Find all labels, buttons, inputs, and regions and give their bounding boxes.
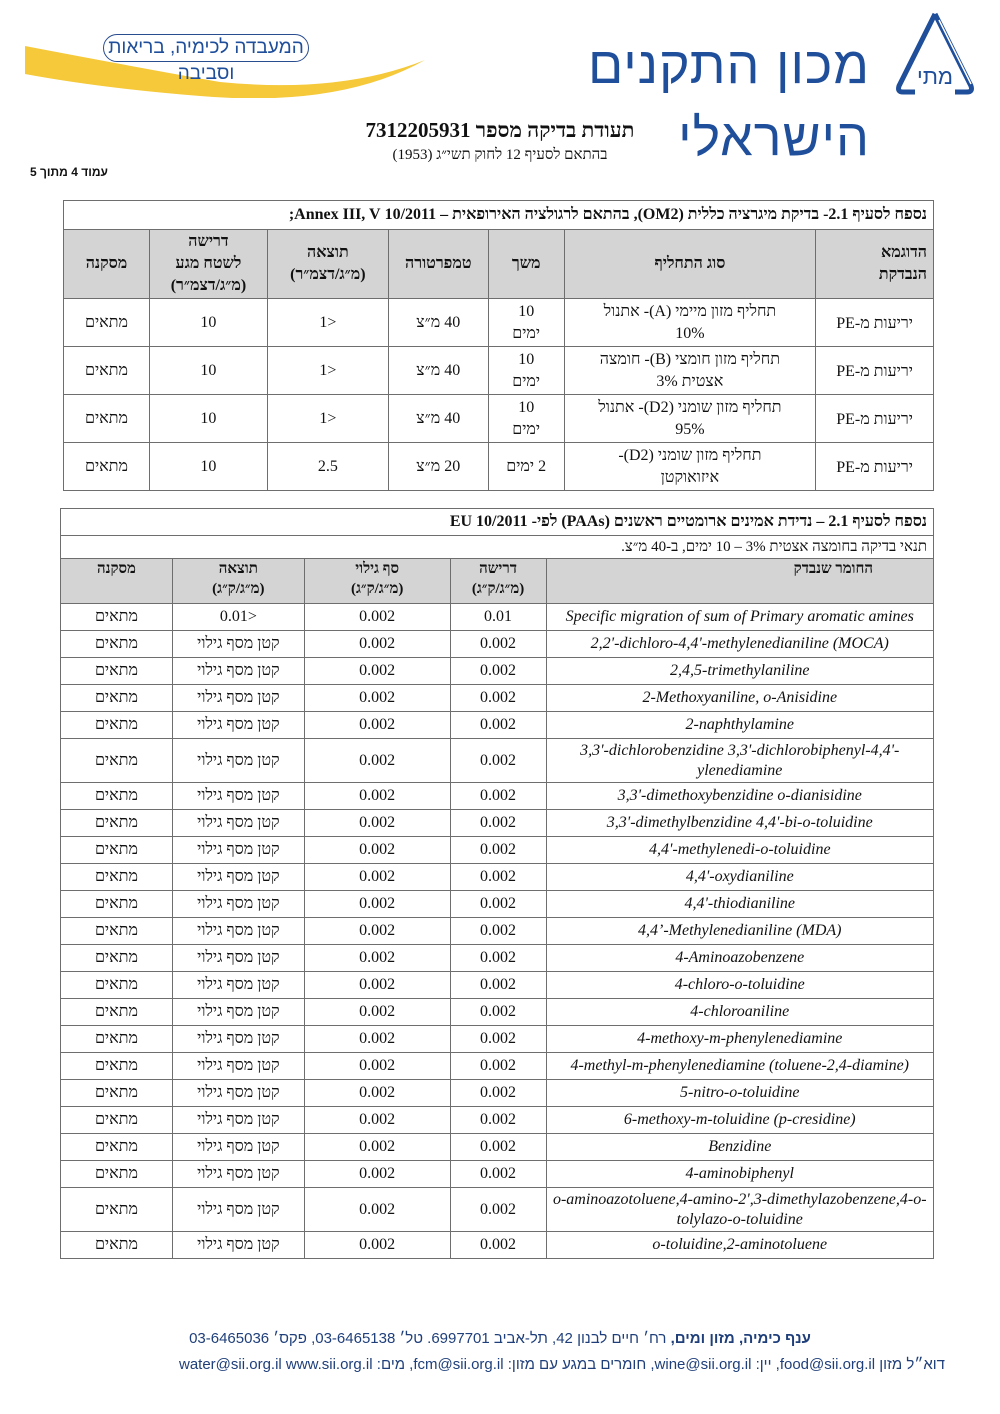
table-row xyxy=(61,1080,934,1107)
header-conclusion: מסקנה xyxy=(61,559,173,604)
cell-conclusion: מתאים xyxy=(61,1080,173,1107)
cell-simulant: תחליף מזון חומצי (B)- חומצה אצטית 3% xyxy=(564,347,816,395)
table2-header-row xyxy=(61,559,934,604)
cell-requirement: 0.002 xyxy=(450,685,546,712)
cell-substance: 4-methoxy-m-phenylenediamine xyxy=(546,1026,934,1053)
cell-requirement: 0.002 xyxy=(450,918,546,945)
cell-requirement: 0.002 xyxy=(450,1232,546,1259)
header-result: תוצאה (מ״ג/ק״ג) xyxy=(172,559,304,604)
table1-caption: נספח לסעיף 2.1- בדיקת מיגרציה כללית (OM2), בהתאם לרגולציה האירופאית – 10/2011 Annex III, V; xyxy=(64,201,934,230)
table-row xyxy=(64,395,934,443)
table-row xyxy=(61,918,934,945)
cell-conclusion: מתאים xyxy=(61,1161,173,1188)
table-row xyxy=(61,1232,934,1259)
cell-detection-limit: 0.002 xyxy=(304,1188,450,1232)
cell-substance: 3,3'-dimethoxybenzidine o-dianisidine xyxy=(546,783,934,810)
cell-temperature: 40 מ״צ xyxy=(388,347,488,395)
cell-detection-limit: 0.002 xyxy=(304,1026,450,1053)
cell-result: קטן מסף גילוי xyxy=(172,945,304,972)
cell-substance: 4-Aminoazobenzene xyxy=(546,945,934,972)
cell-requirement: 0.002 xyxy=(450,891,546,918)
cell-conclusion: מתאים xyxy=(61,658,173,685)
lab-name-badge: המעבדה לכימיה, בריאות וסביבה xyxy=(103,34,309,62)
cell-sample: יריעות מ-PE xyxy=(816,443,934,491)
table-row xyxy=(61,810,934,837)
cell-requirement: 0.002 xyxy=(450,837,546,864)
cell-conclusion: מתאים xyxy=(61,712,173,739)
table-row xyxy=(61,658,934,685)
cell-simulant: תחליף מזון מיימי (A)- אתנול 10% xyxy=(564,299,816,347)
cell-substance: 4,4'-thiodianiline xyxy=(546,891,934,918)
cell-result: <1 xyxy=(267,395,388,443)
cell-result: קטן מסף גילוי xyxy=(172,972,304,999)
cell-conclusion: מתאים xyxy=(61,810,173,837)
table-row xyxy=(61,1188,934,1232)
cell-conclusion: מתאים xyxy=(61,999,173,1026)
table-row xyxy=(61,783,934,810)
cell-requirement: 0.002 xyxy=(450,658,546,685)
cell-conclusion: מתאים xyxy=(61,1107,173,1134)
cell-substance: 4-chloroaniline xyxy=(546,999,934,1026)
header-result: תוצאה (מ״ג/דצמ״ר) xyxy=(267,230,388,299)
cell-substance: 4,4'-oxydianiline xyxy=(546,864,934,891)
table-row xyxy=(61,999,934,1026)
table-row xyxy=(61,604,934,631)
table2-caption: נספח לסעיף 2.1 – נדידת אמינים ארומטיים ראשנים (PAAs) לפי- EU 10/2011 xyxy=(61,509,934,536)
cell-substance: 4-chloro-o-toluidine xyxy=(546,972,934,999)
cell-requirement: 0.002 xyxy=(450,1134,546,1161)
cell-result: קטן מסף גילוי xyxy=(172,1232,304,1259)
sii-logo-icon xyxy=(893,10,977,98)
cell-conclusion: מתאים xyxy=(61,1134,173,1161)
header-conclusion: מסקנה xyxy=(64,230,150,299)
table-row xyxy=(61,685,934,712)
cell-requirement: 0.002 xyxy=(450,1107,546,1134)
table-row xyxy=(61,945,934,972)
cell-conclusion: מתאים xyxy=(61,1232,173,1259)
cell-requirement: 0.002 xyxy=(450,1188,546,1232)
cell-requirement: 0.002 xyxy=(450,1080,546,1107)
table-row xyxy=(61,1026,934,1053)
cell-detection-limit: 0.002 xyxy=(304,604,450,631)
header-sample: הדוגמא הנבדקת xyxy=(816,230,934,299)
cell-substance: 4,4’-Methylenedianiline (MDA) xyxy=(546,918,934,945)
cell-simulant: תחליף מזון שומני (D2)- איזואוקטן xyxy=(564,443,816,491)
cell-requirement: 0.002 xyxy=(450,1053,546,1080)
cell-detection-limit: 0.002 xyxy=(304,685,450,712)
cell-result: קטן מסף גילוי xyxy=(172,810,304,837)
cell-conclusion: מתאים xyxy=(61,972,173,999)
cell-requirement: 0.002 xyxy=(450,712,546,739)
cell-detection-limit: 0.002 xyxy=(304,1161,450,1188)
document-title: תעודת בדיקה מספר 7312205931 xyxy=(365,118,635,142)
cell-result: קטן מסף גילוי xyxy=(172,1161,304,1188)
cell-conclusion: מתאים xyxy=(61,945,173,972)
footer-contacts: דוא״ל מזון food@sii.org.il, יין: wine@sii.org.il, חומרים במגע עם מזון: fcm@sii.org.il, מים: water@sii.org.il www.sii.org.il xyxy=(179,1356,945,1373)
table-row xyxy=(61,739,934,783)
header-requirement: דרישה (מ״ג/ק״ג) xyxy=(450,559,546,604)
cell-sample: יריעות מ-PE xyxy=(816,299,934,347)
cell-conclusion: מתאים xyxy=(61,837,173,864)
footer-address: ענף כימיה, מזון ומים, רח׳ חיים לבנון 42, תל-אביב 6997701. טל׳ 03-6465138, פקס׳ 03-6465036 xyxy=(189,1330,811,1347)
cell-requirement: 10 xyxy=(149,395,267,443)
cell-conclusion: מתאים xyxy=(61,1188,173,1232)
table-row xyxy=(61,1161,934,1188)
svg-text:מתי: מתי xyxy=(916,64,954,89)
cell-result: קטן מסף גילוי xyxy=(172,837,304,864)
cell-result: קטן מסף גילוי xyxy=(172,864,304,891)
table1-header-row xyxy=(64,230,934,299)
cell-requirement: 0.002 xyxy=(450,783,546,810)
cell-result: קטן מסף גילוי xyxy=(172,739,304,783)
cell-detection-limit: 0.002 xyxy=(304,810,450,837)
cell-requirement: 0.002 xyxy=(450,864,546,891)
cell-detection-limit: 0.002 xyxy=(304,999,450,1026)
cell-result: קטן מסף גילוי xyxy=(172,783,304,810)
cell-substance: o-toluidine,2-aminotoluene xyxy=(546,1232,934,1259)
table-row xyxy=(61,712,934,739)
cell-result: קטן מסף גילוי xyxy=(172,685,304,712)
cell-requirement: 0.002 xyxy=(450,1026,546,1053)
table-row xyxy=(64,347,934,395)
cell-substance: Benzidine xyxy=(546,1134,934,1161)
cell-duration: 10 ימים xyxy=(488,299,564,347)
cell-detection-limit: 0.002 xyxy=(304,631,450,658)
cell-sample: יריעות מ-PE xyxy=(816,395,934,443)
cell-conclusion: מתאים xyxy=(61,918,173,945)
header-simulant: סוג התחליף xyxy=(564,230,816,299)
header-detection-limit: סף גילוי (מ״ג/ק״ג) xyxy=(304,559,450,604)
cell-detection-limit: 0.002 xyxy=(304,918,450,945)
cell-conclusion: מתאים xyxy=(61,631,173,658)
cell-requirement: 0.002 xyxy=(450,739,546,783)
cell-detection-limit: 0.002 xyxy=(304,712,450,739)
cell-detection-limit: 0.002 xyxy=(304,1134,450,1161)
cell-substance: 4,4'-methylenedi-o-toluidine xyxy=(546,837,934,864)
cell-result: קטן מסף גילוי xyxy=(172,1026,304,1053)
cell-substance: 3,3'-dimethylbenzidine 4,4'-bi-o-toluidine xyxy=(546,810,934,837)
cell-temperature: 20 מ״צ xyxy=(388,443,488,491)
cell-result: קטן מסף גילוי xyxy=(172,1080,304,1107)
cell-conclusion: מתאים xyxy=(61,864,173,891)
cell-requirement: 10 xyxy=(149,299,267,347)
cell-detection-limit: 0.002 xyxy=(304,739,450,783)
test-conditions: תנאי בדיקה בחומצה אצטית 3% – 10 ימים, ב-40 מ״צ. xyxy=(61,536,934,559)
cell-conclusion: מתאים xyxy=(64,347,150,395)
cell-conclusion: מתאים xyxy=(61,783,173,810)
document-subtitle: בהתאם לסעיף 12 לחוק תשי״ג (1953) xyxy=(392,147,608,163)
header-requirement: דרישה לשטח מגע (מ״ג/דצמ״ר) xyxy=(149,230,267,299)
cell-detection-limit: 0.002 xyxy=(304,945,450,972)
cell-detection-limit: 0.002 xyxy=(304,783,450,810)
cell-conclusion: מתאים xyxy=(61,1026,173,1053)
cell-result: <1 xyxy=(267,347,388,395)
header-substance: החומר שנבדק xyxy=(546,559,934,604)
cell-conclusion: מתאים xyxy=(61,604,173,631)
cell-conclusion: מתאים xyxy=(64,443,150,491)
cell-detection-limit: 0.002 xyxy=(304,1053,450,1080)
cell-result: קטן מסף גילוי xyxy=(172,918,304,945)
cell-result: קטן מסף גילוי xyxy=(172,1134,304,1161)
cell-requirement: 0.01 xyxy=(450,604,546,631)
table-row xyxy=(61,972,934,999)
cell-detection-limit: 0.002 xyxy=(304,972,450,999)
cell-substance: o-aminoazotoluene,4-amino-2',3-dimethylazobenzene,4-o-tolylazo-o-toluidine xyxy=(546,1188,934,1232)
cell-conclusion: מתאים xyxy=(61,1053,173,1080)
brand-title: מכון התקנים הישראלי xyxy=(588,37,870,167)
cell-sample: יריעות מ-PE xyxy=(816,347,934,395)
table-row xyxy=(61,1107,934,1134)
table-row xyxy=(61,1134,934,1161)
cell-requirement: 0.002 xyxy=(450,945,546,972)
cell-substance: 2,4,5-trimethylaniline xyxy=(546,658,934,685)
cell-detection-limit: 0.002 xyxy=(304,1232,450,1259)
cell-substance: 4-methyl-m-phenylenediamine (toluene-2,4-diamine) xyxy=(546,1053,934,1080)
cell-duration: 10 ימים xyxy=(488,395,564,443)
cell-result: קטן מסף גילוי xyxy=(172,891,304,918)
cell-detection-limit: 0.002 xyxy=(304,837,450,864)
cell-requirement: 0.002 xyxy=(450,972,546,999)
header-duration: משך xyxy=(488,230,564,299)
page-indicator: עמוד 4 מתוך 5 xyxy=(30,165,108,179)
cell-conclusion: מתאים xyxy=(64,395,150,443)
cell-result: קטן מסף גילוי xyxy=(172,712,304,739)
cell-substance: 4-aminobiphenyl xyxy=(546,1161,934,1188)
cell-conclusion: מתאים xyxy=(61,685,173,712)
cell-result: <1 xyxy=(267,299,388,347)
table-row xyxy=(61,864,934,891)
cell-substance: 2,2'-dichloro-4,4'-methylenedianiline (MOCA) xyxy=(546,631,934,658)
cell-substance: Specific migration of sum of Primary aromatic amines xyxy=(546,604,934,631)
cell-substance: 3,3'-dichlorobenzidine 3,3'-dichlorobiphenyl-4,4'-ylenediamine xyxy=(546,739,934,783)
table-row xyxy=(64,299,934,347)
cell-detection-limit: 0.002 xyxy=(304,891,450,918)
cell-conclusion: מתאים xyxy=(64,299,150,347)
cell-result: <0.01 xyxy=(172,604,304,631)
cell-substance: 2-Methoxyaniline, o-Anisidine xyxy=(546,685,934,712)
cell-duration: 10 ימים xyxy=(488,347,564,395)
cell-detection-limit: 0.002 xyxy=(304,864,450,891)
cell-result: קטן מסף גילוי xyxy=(172,1107,304,1134)
cell-conclusion: מתאים xyxy=(61,739,173,783)
table-row xyxy=(61,891,934,918)
cell-requirement: 10 xyxy=(149,443,267,491)
cell-substance: 5-nitro-o-toluidine xyxy=(546,1080,934,1107)
cell-detection-limit: 0.002 xyxy=(304,1107,450,1134)
cell-requirement: 0.002 xyxy=(450,810,546,837)
cell-requirement: 0.002 xyxy=(450,1161,546,1188)
cell-result: קטן מסף גילוי xyxy=(172,1188,304,1232)
table-row xyxy=(64,443,934,491)
cell-substance: 6-methoxy-m-toluidine (p-cresidine) xyxy=(546,1107,934,1134)
cell-requirement: 0.002 xyxy=(450,631,546,658)
cell-result: קטן מסף גילוי xyxy=(172,999,304,1026)
cell-requirement: 10 xyxy=(149,347,267,395)
cell-temperature: 40 מ״צ xyxy=(388,395,488,443)
cell-simulant: תחליף מזון שומני (D2)- אתנול 95% xyxy=(564,395,816,443)
cell-duration: 2 ימים xyxy=(488,443,564,491)
table-row xyxy=(61,837,934,864)
cell-detection-limit: 0.002 xyxy=(304,658,450,685)
cell-conclusion: מתאים xyxy=(61,891,173,918)
aromatic-amines-table xyxy=(60,508,934,1259)
cell-result: 2.5 xyxy=(267,443,388,491)
table-row xyxy=(61,1053,934,1080)
cell-result: קטן מסף גילוי xyxy=(172,631,304,658)
cell-substance: 2-naphthylamine xyxy=(546,712,934,739)
cell-temperature: 40 מ״צ xyxy=(388,299,488,347)
cell-detection-limit: 0.002 xyxy=(304,1080,450,1107)
overall-migration-table xyxy=(63,200,934,491)
table-row xyxy=(61,631,934,658)
cell-requirement: 0.002 xyxy=(450,999,546,1026)
header-temperature: טמפרטורה xyxy=(388,230,488,299)
cell-result: קטן מסף גילוי xyxy=(172,658,304,685)
cell-result: קטן מסף גילוי xyxy=(172,1053,304,1080)
